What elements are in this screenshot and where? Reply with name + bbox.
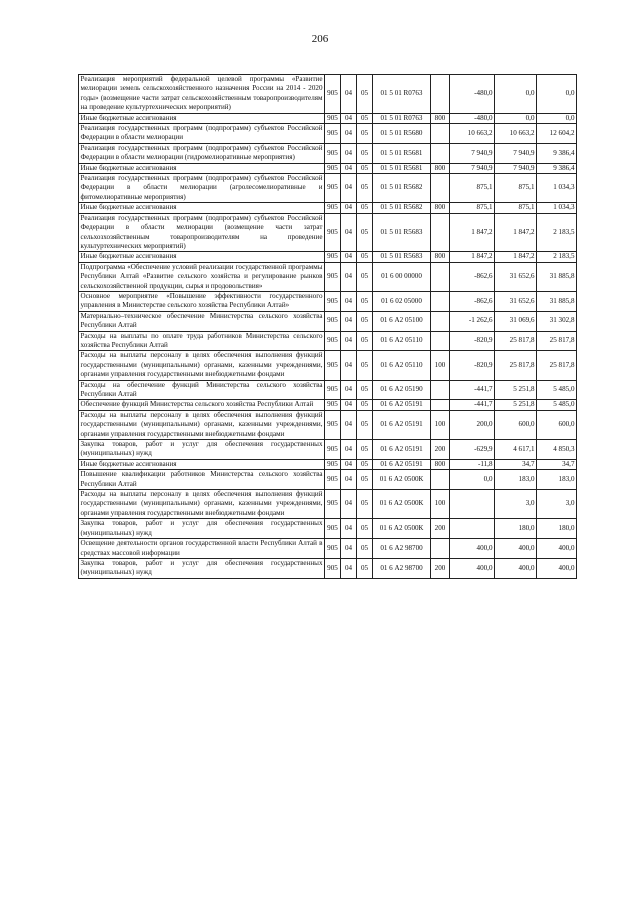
expense-type-cell bbox=[431, 124, 450, 144]
amount-year3-cell: 5 485,0 bbox=[537, 400, 577, 410]
section-cell: 04 bbox=[341, 400, 357, 410]
subsection-cell: 05 bbox=[357, 163, 373, 173]
change-amount-cell: 7 940,9 bbox=[450, 163, 495, 173]
table-row bbox=[79, 213, 577, 252]
target-article-cell: 01 6 А2 05110 bbox=[373, 331, 431, 351]
amount-year3-cell: 2 183,5 bbox=[537, 252, 577, 262]
amount-year3-cell: 400,0 bbox=[537, 539, 577, 559]
table-row bbox=[79, 124, 577, 144]
amount-year3-cell: 0,0 bbox=[537, 75, 577, 114]
amount-year3-cell: 180,0 bbox=[537, 519, 577, 539]
change-amount-cell: 875,1 bbox=[450, 174, 495, 203]
change-amount-cell: -441,7 bbox=[450, 380, 495, 400]
row-name-cell: Закупка товаров, работ и услуг для обеспечения государственных (муниципальных) нужд bbox=[80, 558, 323, 577]
amount-year2-cell: 875,1 bbox=[495, 174, 537, 203]
subsection-cell: 05 bbox=[357, 558, 373, 578]
target-article-cell: 01 6 А2 05191 bbox=[373, 440, 431, 460]
amount-year2-cell: 25 817,8 bbox=[495, 351, 537, 380]
table-row bbox=[79, 490, 577, 519]
change-amount-cell: -480,0 bbox=[450, 113, 495, 123]
ministry-code-cell: 905 bbox=[325, 331, 341, 351]
target-article-cell: 01 6 02 05000 bbox=[373, 291, 431, 311]
budget-table-body bbox=[79, 75, 577, 579]
expense-type-cell: 200 bbox=[431, 440, 450, 460]
change-amount-cell: 400,0 bbox=[450, 558, 495, 578]
section-cell: 04 bbox=[341, 311, 357, 331]
table-row bbox=[79, 400, 577, 410]
row-name-cell: Иные бюджетные ассигнования bbox=[79, 252, 325, 262]
subsection-cell: 05 bbox=[357, 331, 373, 351]
subsection-cell: 05 bbox=[357, 400, 373, 410]
subsection-cell: 05 bbox=[357, 262, 373, 291]
row-name-cell: Реализация государственных программ (подпрограмм) субъектов Российской Федерации в области мелиорации (возмещение части затрат сельхозхозяйственным товаропроизводителям на проведение культуртехнических мероприятий) bbox=[80, 213, 323, 250]
ministry-code-cell: 905 bbox=[325, 440, 341, 460]
change-amount-cell: 200,0 bbox=[450, 410, 495, 439]
table-row bbox=[79, 75, 577, 114]
row-name-cell: Иные бюджетные ассигнования bbox=[79, 163, 325, 173]
amount-year3-cell: 5 485,0 bbox=[537, 380, 577, 400]
amount-year3-cell: 400,0 bbox=[537, 558, 577, 578]
table-row bbox=[79, 143, 577, 163]
change-amount-cell: 7 940,9 bbox=[450, 143, 495, 163]
row-name-cell: Иные бюджетные ассигнования bbox=[79, 459, 325, 469]
table-row bbox=[79, 113, 577, 123]
section-cell: 04 bbox=[341, 351, 357, 380]
section-cell: 04 bbox=[341, 470, 357, 490]
target-article-cell: 01 6 А2 05110 bbox=[373, 351, 431, 380]
amount-year2-cell: 10 663,2 bbox=[495, 124, 537, 144]
row-name-cell: Реализация государственных программ (подпрограмм) субъектов Российской Федерации в области мелиорации bbox=[80, 124, 323, 142]
section-cell: 04 bbox=[341, 539, 357, 559]
section-cell: 04 bbox=[341, 291, 357, 311]
ministry-code-cell: 905 bbox=[325, 262, 341, 291]
ministry-code-cell: 905 bbox=[325, 539, 341, 559]
target-article-cell: 01 6 А2 05191 bbox=[373, 410, 431, 439]
amount-year3-cell: 1 034,3 bbox=[537, 174, 577, 203]
change-amount-cell: 1 847,2 bbox=[450, 252, 495, 262]
section-cell: 04 bbox=[341, 203, 357, 213]
expense-type-cell bbox=[431, 311, 450, 331]
ministry-code-cell: 905 bbox=[325, 124, 341, 144]
table-row bbox=[79, 459, 577, 469]
amount-year2-cell: 4 617,1 bbox=[495, 440, 537, 460]
ministry-code-cell: 905 bbox=[325, 519, 341, 539]
amount-year3-cell: 0,0 bbox=[537, 113, 577, 123]
section-cell: 04 bbox=[341, 490, 357, 519]
amount-year3-cell: 34,7 bbox=[537, 459, 577, 469]
amount-year2-cell: 180,0 bbox=[495, 519, 537, 539]
expense-type-cell: 800 bbox=[431, 252, 450, 262]
section-cell: 04 bbox=[341, 519, 357, 539]
amount-year2-cell: 31 652,6 bbox=[495, 291, 537, 311]
row-name-cell: Закупка товаров, работ и услуг для обеспечения государственных (муниципальных) нужд bbox=[80, 519, 323, 537]
amount-year2-cell: 34,7 bbox=[495, 459, 537, 469]
table-row bbox=[79, 174, 577, 203]
ministry-code-cell: 905 bbox=[325, 400, 341, 410]
amount-year3-cell: 4 850,3 bbox=[537, 440, 577, 460]
subsection-cell: 05 bbox=[357, 519, 373, 539]
ministry-code-cell: 905 bbox=[325, 213, 341, 252]
section-cell: 04 bbox=[341, 262, 357, 291]
table-row bbox=[79, 558, 577, 578]
expense-type-cell bbox=[431, 174, 450, 203]
amount-year2-cell: 3,0 bbox=[495, 490, 537, 519]
amount-year2-cell: 31 652,6 bbox=[495, 262, 537, 291]
change-amount-cell: -629,9 bbox=[450, 440, 495, 460]
ministry-code-cell: 905 bbox=[325, 163, 341, 173]
table-row bbox=[79, 351, 577, 380]
table-row bbox=[79, 311, 577, 331]
amount-year2-cell: 1 847,2 bbox=[495, 252, 537, 262]
section-cell: 04 bbox=[341, 163, 357, 173]
amount-year3-cell: 1 034,3 bbox=[537, 203, 577, 213]
change-amount-cell: 1 847,2 bbox=[450, 213, 495, 252]
ministry-code-cell: 905 bbox=[325, 470, 341, 490]
row-name-cell: Расходы на обеспечение функций Министерства сельского хозяйства Республики Алтай bbox=[80, 380, 323, 398]
table-row bbox=[79, 203, 577, 213]
row-name-cell: Реализация государственных программ (подпрограмм) субъектов Российской Федерации в области мелиорации (гидромелиоративные мероприятия) bbox=[80, 143, 323, 162]
target-article-cell: 01 6 А2 98700 bbox=[373, 539, 431, 559]
section-cell: 04 bbox=[341, 75, 357, 114]
budget-table bbox=[78, 74, 577, 579]
expense-type-cell bbox=[431, 380, 450, 400]
subsection-cell: 05 bbox=[357, 311, 373, 331]
expense-type-cell: 200 bbox=[431, 558, 450, 578]
row-name-cell: Освещение деятельности органов государственной власти Республики Алтай в средствах массовой информации bbox=[80, 539, 323, 557]
section-cell: 04 bbox=[341, 174, 357, 203]
row-name-cell: Иные бюджетные ассигнования bbox=[79, 203, 325, 213]
row-name-cell: Реализация государственных программ (подпрограмм) субъектов Российской Федерации в области мелиорации (агролесомелиоративные и фитомелиоративные мероприятия) bbox=[80, 174, 323, 201]
expense-type-cell: 200 bbox=[431, 519, 450, 539]
amount-year3-cell: 2 183,5 bbox=[537, 213, 577, 252]
ministry-code-cell: 905 bbox=[325, 380, 341, 400]
amount-year2-cell: 600,0 bbox=[495, 410, 537, 439]
expense-type-cell bbox=[431, 331, 450, 351]
target-article-cell: 01 5 01 R5683 bbox=[373, 252, 431, 262]
change-amount-cell bbox=[450, 519, 495, 539]
amount-year3-cell: 9 386,4 bbox=[537, 143, 577, 163]
amount-year2-cell: 400,0 bbox=[495, 558, 537, 578]
section-cell: 04 bbox=[341, 380, 357, 400]
expense-type-cell: 800 bbox=[431, 163, 450, 173]
subsection-cell: 05 bbox=[357, 113, 373, 123]
target-article-cell: 01 5 01 R0763 bbox=[373, 113, 431, 123]
row-name-cell: Расходы на выплаты по оплате труда работников Министерства сельского хозяйства Республики Алтай bbox=[80, 331, 323, 349]
amount-year3-cell: 31 885,8 bbox=[537, 262, 577, 291]
expense-type-cell bbox=[431, 262, 450, 291]
ministry-code-cell: 905 bbox=[325, 174, 341, 203]
table-row bbox=[79, 262, 577, 291]
amount-year3-cell: 25 817,8 bbox=[537, 351, 577, 380]
ministry-code-cell: 905 bbox=[325, 459, 341, 469]
amount-year2-cell: 5 251,8 bbox=[495, 380, 537, 400]
section-cell: 04 bbox=[341, 440, 357, 460]
row-name-cell: Реализация мероприятий федеральной целевой программы «Развитие мелиорации земель сельскохозяйственного назначения России на 2014 - 2020 годы» (возмещение части затрат сельскохозяйственным товаропроизводителям на проведение культуртехнических мероприятий) bbox=[80, 75, 323, 112]
section-cell: 04 bbox=[341, 213, 357, 252]
change-amount-cell: -820,9 bbox=[450, 331, 495, 351]
change-amount-cell: 0,0 bbox=[450, 470, 495, 490]
expense-type-cell bbox=[431, 75, 450, 114]
subsection-cell: 05 bbox=[357, 410, 373, 439]
change-amount-cell: -441,7 bbox=[450, 400, 495, 410]
ministry-code-cell: 905 bbox=[325, 143, 341, 163]
target-article-cell: 01 5 01 R5682 bbox=[373, 174, 431, 203]
table-row bbox=[79, 252, 577, 262]
row-name-cell: Материально–техническое обеспечение Министерства сельского хозяйства Республики Алтай bbox=[80, 311, 323, 330]
amount-year2-cell: 0,0 bbox=[495, 75, 537, 114]
change-amount-cell: -480,0 bbox=[450, 75, 495, 114]
section-cell: 04 bbox=[341, 459, 357, 469]
section-cell: 04 bbox=[341, 558, 357, 578]
amount-year3-cell: 31 302,8 bbox=[537, 311, 577, 331]
subsection-cell: 05 bbox=[357, 470, 373, 490]
amount-year3-cell: 600,0 bbox=[537, 410, 577, 439]
subsection-cell: 05 bbox=[357, 539, 373, 559]
target-article-cell: 01 6 А2 0500К bbox=[373, 490, 431, 519]
target-article-cell: 01 6 А2 0500К bbox=[373, 470, 431, 490]
target-article-cell: 01 6 А2 05190 bbox=[373, 380, 431, 400]
expense-type-cell: 800 bbox=[431, 459, 450, 469]
amount-year3-cell: 25 817,8 bbox=[537, 331, 577, 351]
subsection-cell: 05 bbox=[357, 351, 373, 380]
ministry-code-cell: 905 bbox=[325, 203, 341, 213]
amount-year2-cell: 183,0 bbox=[495, 470, 537, 490]
subsection-cell: 05 bbox=[357, 124, 373, 144]
amount-year3-cell: 3,0 bbox=[537, 490, 577, 519]
ministry-code-cell: 905 bbox=[325, 311, 341, 331]
target-article-cell: 01 5 01 R5681 bbox=[373, 163, 431, 173]
subsection-cell: 05 bbox=[357, 143, 373, 163]
change-amount-cell: -820,9 bbox=[450, 351, 495, 380]
amount-year2-cell: 31 069,6 bbox=[495, 311, 537, 331]
amount-year2-cell: 875,1 bbox=[495, 203, 537, 213]
section-cell: 04 bbox=[341, 113, 357, 123]
amount-year2-cell: 0,0 bbox=[495, 113, 537, 123]
subsection-cell: 05 bbox=[357, 213, 373, 252]
target-article-cell: 01 6 00 00000 bbox=[373, 262, 431, 291]
row-name-cell: Расходы на выплаты персоналу в целях обеспечения выполнения функций государственными (муниципальными) органами, казенными учреждениями, органами управления государственными внебюджетными фондами bbox=[80, 490, 323, 517]
amount-year3-cell: 183,0 bbox=[537, 470, 577, 490]
amount-year2-cell: 1 847,2 bbox=[495, 213, 537, 252]
row-name-cell: Повышение квалификации работников Министерства сельского хозяйства Республики Алтай bbox=[80, 470, 323, 488]
expense-type-cell bbox=[431, 213, 450, 252]
row-name-cell: Подпрограмма «Обеспечение условий реализации государственной программы Республики Алтай «Развитие сельского хозяйства и регулирование рынков сельскохозяйственной продукции, сырья и продовольствия» bbox=[80, 262, 323, 290]
section-cell: 04 bbox=[341, 331, 357, 351]
row-name-cell: Основное мероприятие «Повышение эффективности государственного управления в Министерстве сельского хозяйства Республики Алтай» bbox=[80, 291, 323, 310]
target-article-cell: 01 6 А2 05100 bbox=[373, 311, 431, 331]
expense-type-cell bbox=[431, 143, 450, 163]
ministry-code-cell: 905 bbox=[325, 291, 341, 311]
ministry-code-cell: 905 bbox=[325, 75, 341, 114]
expense-type-cell bbox=[431, 470, 450, 490]
table-row bbox=[79, 539, 577, 559]
change-amount-cell: -862,6 bbox=[450, 262, 495, 291]
amount-year3-cell: 31 885,8 bbox=[537, 291, 577, 311]
amount-year3-cell: 9 386,4 bbox=[537, 163, 577, 173]
table-row bbox=[79, 331, 577, 351]
change-amount-cell: 10 663,2 bbox=[450, 124, 495, 144]
subsection-cell: 05 bbox=[357, 440, 373, 460]
subsection-cell: 05 bbox=[357, 380, 373, 400]
section-cell: 04 bbox=[341, 252, 357, 262]
expense-type-cell: 800 bbox=[431, 113, 450, 123]
amount-year2-cell: 5 251,8 bbox=[495, 400, 537, 410]
subsection-cell: 05 bbox=[357, 203, 373, 213]
expense-type-cell: 800 bbox=[431, 203, 450, 213]
target-article-cell: 01 6 А2 05191 bbox=[373, 459, 431, 469]
target-article-cell: 01 5 01 R5683 bbox=[373, 213, 431, 252]
amount-year2-cell: 7 940,9 bbox=[495, 163, 537, 173]
table-row bbox=[79, 163, 577, 173]
change-amount-cell: 400,0 bbox=[450, 539, 495, 559]
ministry-code-cell: 905 bbox=[325, 351, 341, 380]
row-name-cell: Расходы на выплаты персоналу в целях обеспечения выполнения функций государственными (муниципальными) органами, казенными учреждениями, органами управления государственными внебюджетными фондами bbox=[80, 410, 323, 438]
change-amount-cell: 875,1 bbox=[450, 203, 495, 213]
amount-year2-cell: 400,0 bbox=[495, 539, 537, 559]
ministry-code-cell: 905 bbox=[325, 252, 341, 262]
amount-year3-cell: 12 604,2 bbox=[537, 124, 577, 144]
expense-type-cell: 100 bbox=[431, 490, 450, 519]
amount-year2-cell: 25 817,8 bbox=[495, 331, 537, 351]
row-name-cell: Обеспечение функций Министерства сельского хозяйства Республики Алтай bbox=[79, 400, 325, 410]
expense-type-cell bbox=[431, 291, 450, 311]
subsection-cell: 05 bbox=[357, 459, 373, 469]
change-amount-cell: -11,8 bbox=[450, 459, 495, 469]
row-name-cell: Расходы на выплаты персоналу в целях обеспечения выполнения функций государственными (муниципальными) органами, казенными учреждениями, органами управления государственными внебюджетными фондами bbox=[80, 351, 323, 379]
expense-type-cell: 100 bbox=[431, 351, 450, 380]
table-row bbox=[79, 291, 577, 311]
section-cell: 04 bbox=[341, 143, 357, 163]
section-cell: 04 bbox=[341, 124, 357, 144]
target-article-cell: 01 6 А2 98700 bbox=[373, 558, 431, 578]
change-amount-cell: -862,6 bbox=[450, 291, 495, 311]
target-article-cell: 01 5 01 R0763 bbox=[373, 75, 431, 114]
change-amount-cell: -1 262,6 bbox=[450, 311, 495, 331]
row-name-cell: Иные бюджетные ассигнования bbox=[79, 113, 325, 123]
expense-type-cell bbox=[431, 400, 450, 410]
table-row bbox=[79, 470, 577, 490]
amount-year2-cell: 7 940,9 bbox=[495, 143, 537, 163]
section-cell: 04 bbox=[341, 410, 357, 439]
subsection-cell: 05 bbox=[357, 75, 373, 114]
change-amount-cell bbox=[450, 490, 495, 519]
target-article-cell: 01 6 А2 0500К bbox=[373, 519, 431, 539]
ministry-code-cell: 905 bbox=[325, 490, 341, 519]
table-row bbox=[79, 380, 577, 400]
subsection-cell: 05 bbox=[357, 252, 373, 262]
target-article-cell: 01 5 01 R5680 bbox=[373, 124, 431, 144]
subsection-cell: 05 bbox=[357, 490, 373, 519]
ministry-code-cell: 905 bbox=[325, 558, 341, 578]
expense-type-cell: 100 bbox=[431, 410, 450, 439]
table-row bbox=[79, 440, 577, 460]
target-article-cell: 01 6 А2 05191 bbox=[373, 400, 431, 410]
subsection-cell: 05 bbox=[357, 174, 373, 203]
table-row bbox=[79, 410, 577, 439]
page-number: 206 bbox=[311, 33, 329, 45]
expense-type-cell bbox=[431, 539, 450, 559]
target-article-cell: 01 5 01 R5682 bbox=[373, 203, 431, 213]
ministry-code-cell: 905 bbox=[325, 113, 341, 123]
ministry-code-cell: 905 bbox=[325, 410, 341, 439]
target-article-cell: 01 5 01 R5681 bbox=[373, 143, 431, 163]
table-row bbox=[79, 519, 577, 539]
subsection-cell: 05 bbox=[357, 291, 373, 311]
row-name-cell: Закупка товаров, работ и услуг для обеспечения государственных (муниципальных) нужд bbox=[80, 440, 323, 458]
